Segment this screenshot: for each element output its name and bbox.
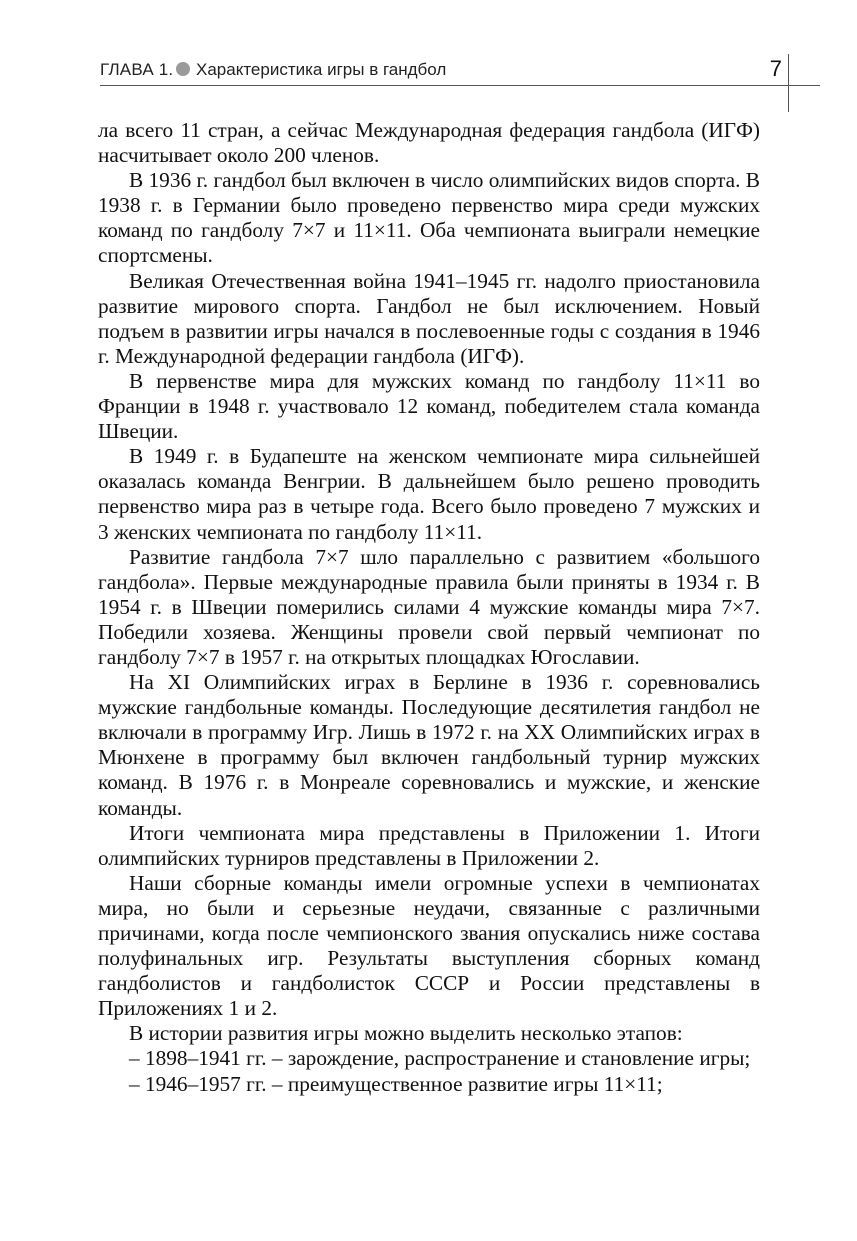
chapter-label: ГЛАВА 1. (100, 60, 174, 79)
body-text (98, 118, 760, 1097)
page-number: 7 (769, 56, 782, 81)
paragraph: В истории развития игры можно выделить несколько этапов: (129, 1021, 683, 1046)
paragraph: В 1936 г. гандбол был включен в число олимпийских видов спорта. В 1938 г. в Германии было проведено первенство мира среди мужских команд по гандболу 7×7 и 11×11. Оба чемпионата выиграли немецкие спортсмены. (98, 168, 760, 268)
bullet-icon (176, 62, 190, 76)
paragraph: Наши сборные команды имели огромные успехи в чемпионатах мира, но были и серьезные неудачи, связанные с различными причинами, когда после чемпионского звания опускались ниже состава полуфинальных игр. Результаты выступления сборных команд гандболистов и гандболисток СССР и России представлены в Приложениях 1 и 2. (98, 870, 760, 1021)
paragraph: В первенстве мира для мужских команд по гандболу 11×11 во Франции в 1948 г. участвовало 12 команд, победителем стала команда Швеции. (98, 368, 760, 444)
header-rule (100, 85, 820, 86)
paragraph: В 1949 г. в Будапеште на женском чемпионате мира сильнейшей оказалась команда Венгрии. В дальнейшем было решено проводить первенство мира раз в четыре года. Всего было проведено 7 мужских и 3 женских чемпионата по гандболу 11×11. (98, 444, 760, 544)
running-header (100, 56, 788, 84)
list-item: – 1898–1941 гг. – зарождение, распространение и становление игры; (129, 1046, 751, 1071)
paragraph: Великая Отечественная война 1941–1945 гг. надолго приостановила развитие мирового спорта. Гандбол не был исключением. Новый подъем в развитии игры начался в послевоенные годы с создания в 1946 г. Международной федерации гандбола (ИГФ). (98, 268, 760, 368)
paragraph: Итоги чемпионата мира представлены в Приложении 1. Итоги олимпийских турниров представлены в Приложении 2. (98, 820, 760, 870)
paragraph: ла всего 11 стран, а сейчас Международная федерация гандбола (ИГФ) насчитывает около 200 членов. (98, 118, 760, 168)
paragraph: Развитие гандбола 7×7 шло параллельно с развитием «большого гандбола». Первые международные правила были приняты в 1934 г. В 1954 г. в Швеции померились силами 4 мужские команды мира 7×7. Победили хозяева. Женщины провели свой первый чемпионат по гандболу 7×7 в 1957 г. на открытых площадках Югославии. (98, 544, 760, 669)
chapter-title: Характеристика игры в гандбол (196, 60, 447, 79)
list-item: – 1946–1957 гг. – преимущественное развитие игры 11×11; (129, 1071, 663, 1096)
header-vertical-rule (788, 54, 789, 112)
paragraph: На XI Олимпийских играх в Берлине в 1936 г. соревновались мужские гандбольные команды. Последующие десятилетия гандбол не включали в программу Игр. Лишь в 1972 г. на XX Олимпийских играх в Мюнхене в программу был включен гандбольный турнир мужских команд. В 1976 г. в Монреале соревновались и мужские, и женские команды. (98, 670, 760, 820)
